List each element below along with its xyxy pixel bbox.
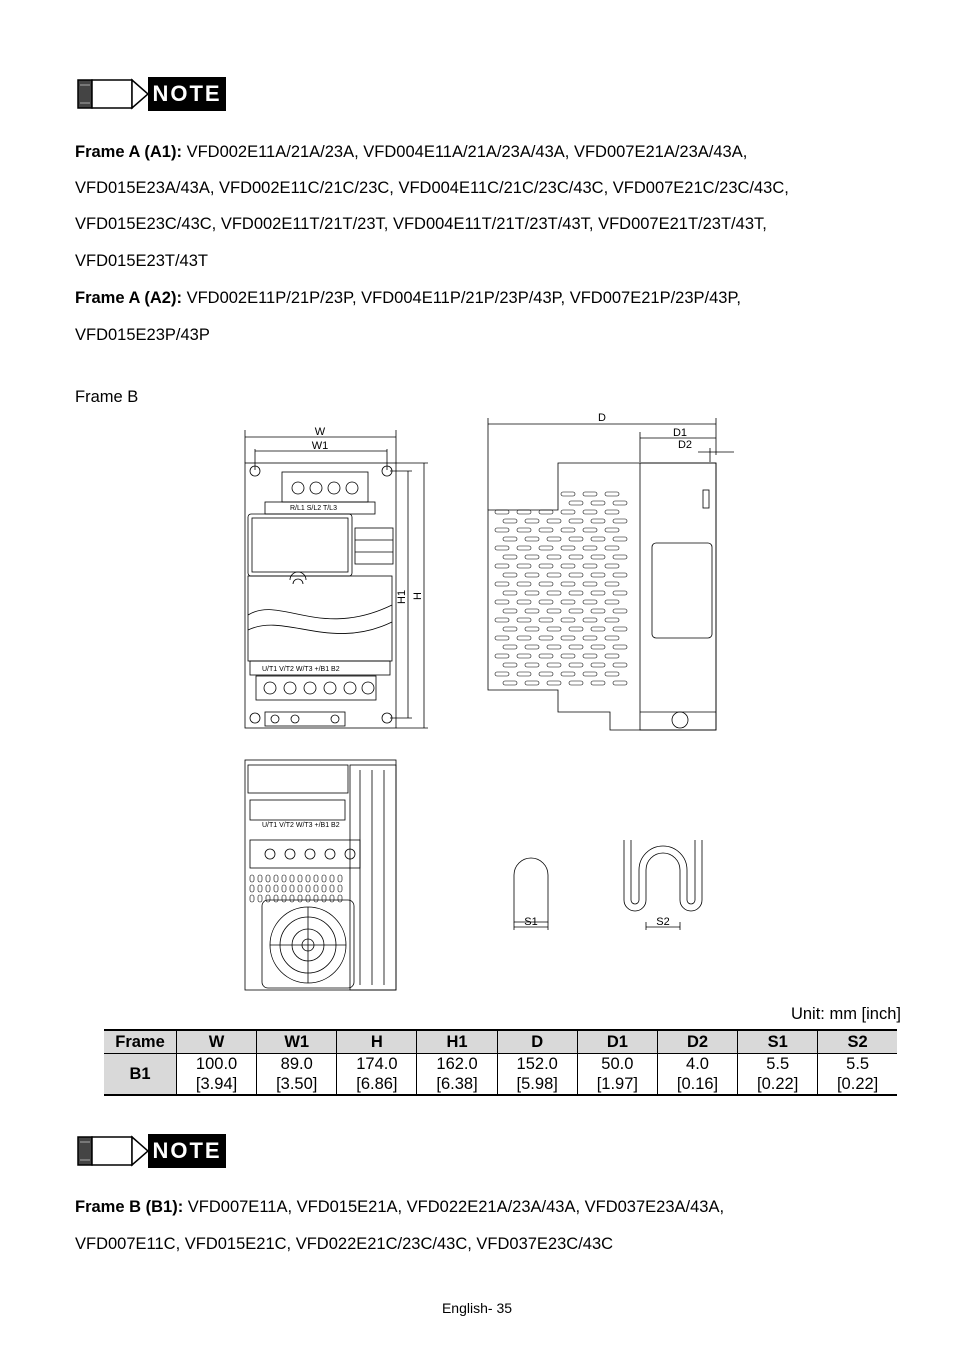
vent-slot [525, 663, 539, 667]
frame-a1-heading: Frame A (A1): [75, 143, 182, 161]
header-d2: D2 [657, 1030, 737, 1054]
frame-a1-models-2: VFD015E23A/43A, VFD002E11C/21C/23C, VFD004E11C/21C/23C/43C, VFD007E21C/23C/43C, [75, 179, 789, 197]
vent-slot [561, 618, 575, 622]
note-badge [76, 1134, 228, 1168]
vent-slot [613, 537, 627, 541]
vent-slot [495, 636, 509, 640]
vent-slot [613, 609, 627, 613]
vent-slot [266, 875, 270, 882]
vent-slot [517, 546, 531, 550]
vent-slot [495, 618, 509, 622]
vent-slot [583, 618, 597, 622]
vent-slot [613, 519, 627, 523]
vent-slot [613, 591, 627, 595]
frame-a1-models-4: VFD015E23T/43T [75, 252, 208, 270]
header-s2: S2 [818, 1030, 897, 1054]
vent-slot [591, 519, 605, 523]
vent-slot [298, 875, 302, 882]
vent-slot [583, 636, 597, 640]
vent-slot [266, 885, 270, 892]
frame-a2-models-2: VFD015E23P/43P [75, 326, 210, 344]
dim-d-label: D [598, 412, 606, 424]
vent-slot [547, 537, 561, 541]
vent-slot [330, 875, 334, 882]
dim-s2-label: S2 [656, 916, 670, 928]
vent-slot [539, 636, 553, 640]
vent-slot [583, 600, 597, 604]
vent-slot [605, 492, 619, 496]
vent-slot [561, 492, 575, 496]
header-w: W [177, 1030, 257, 1054]
vent-slot [613, 663, 627, 667]
vent-slot [322, 885, 326, 892]
vent-slot [282, 875, 286, 882]
vent-slot [591, 663, 605, 667]
vent-slot [525, 609, 539, 613]
vent-slot [503, 519, 517, 523]
top-terminal-label: R/L1 S/L2 T/L3 [290, 505, 337, 512]
vent-slot [322, 895, 326, 902]
header-w1: W1 [257, 1030, 337, 1054]
dim-w1-label: W1 [311, 440, 329, 452]
vent-slot [591, 573, 605, 577]
frame-b1-models-2: VFD007E11C, VFD015E21C, VFD022E21C/23C/43C, VFD037E23C/43C [75, 1235, 614, 1253]
unit-label: Unit: mm [inch] [790, 1005, 901, 1023]
frame-a1-line [75, 142, 747, 162]
vent-slot [495, 510, 509, 514]
frame-a2-line [75, 288, 741, 308]
vent-slot [569, 501, 583, 505]
vent-slot [314, 875, 318, 882]
vent-slot [250, 885, 254, 892]
vent-slot [306, 875, 310, 882]
vent-slot [569, 609, 583, 613]
cell-h: 174.0 [6.86] [337, 1054, 417, 1096]
vent-slot [503, 663, 517, 667]
cell-d1: 50.0 [1.97] [577, 1054, 657, 1096]
vent-slot [591, 627, 605, 631]
vent-slot [503, 555, 517, 559]
vent-slot [547, 555, 561, 559]
vent-slot [306, 895, 310, 902]
vent-slot [605, 672, 619, 676]
vent-slot [547, 663, 561, 667]
vent-slot [266, 895, 270, 902]
vent-slot [569, 681, 583, 685]
vent-slot [495, 582, 509, 586]
vent-slot [330, 895, 334, 902]
vent-slot [258, 885, 262, 892]
header-h1: H1 [417, 1030, 497, 1054]
vent-slot [539, 672, 553, 676]
vent-slot [503, 609, 517, 613]
vent-slot [547, 627, 561, 631]
vent-slot [517, 582, 531, 586]
vent-slot [517, 564, 531, 568]
vent-slot [569, 627, 583, 631]
vent-slot [583, 492, 597, 496]
vent-slot [338, 895, 342, 902]
vent-slot [569, 573, 583, 577]
vent-slot [517, 672, 531, 676]
vent-slot [605, 600, 619, 604]
vent-slot [561, 600, 575, 604]
vent-slot [569, 645, 583, 649]
vent-slot [539, 582, 553, 586]
table-header-row [104, 1030, 897, 1054]
vent-slot [322, 875, 326, 882]
header-d: D [497, 1030, 577, 1054]
header-s1: S1 [738, 1030, 818, 1054]
vent-slot [539, 546, 553, 550]
vent-slot [583, 582, 597, 586]
dim-s1-label: S1 [524, 916, 538, 928]
vent-slot [290, 875, 294, 882]
vent-slot [561, 528, 575, 532]
frame-b1-heading: Frame B (B1): [75, 1198, 184, 1216]
cell-d: 152.0 [5.98] [497, 1054, 577, 1096]
vent-slot [569, 537, 583, 541]
cell-s1: 5.5 [0.22] [738, 1054, 818, 1096]
vent-slot [547, 519, 561, 523]
vent-slot [495, 564, 509, 568]
vent-slot [591, 609, 605, 613]
header-d1: D1 [577, 1030, 657, 1054]
vent-slot [561, 672, 575, 676]
frame-b-label: Frame B [75, 388, 139, 406]
vent-slot [583, 510, 597, 514]
vent-slot [591, 591, 605, 595]
vent-slot [591, 537, 605, 541]
vent-slot [250, 895, 254, 902]
vent-slot [561, 582, 575, 586]
vent-slot [525, 645, 539, 649]
vent-slot [503, 681, 517, 685]
vent-slot [613, 501, 627, 505]
vent-slot [258, 895, 262, 902]
vent-slot [583, 528, 597, 532]
cell-w1: 89.0 [3.50] [257, 1054, 337, 1096]
vent-slot [282, 885, 286, 892]
vent-slot [591, 501, 605, 505]
vent-slot [525, 555, 539, 559]
vent-slot [503, 627, 517, 631]
vent-slot [591, 681, 605, 685]
vent-slot [495, 528, 509, 532]
vent-slot [517, 510, 531, 514]
vent-slot [613, 627, 627, 631]
dimension-table [104, 1029, 897, 1096]
vent-slot [591, 555, 605, 559]
vent-slot [525, 519, 539, 523]
frame-b1-models-1: VFD007E11A, VFD015E21A, VFD022E21A/23A/43A, VFD037E23A/43A, [187, 1198, 725, 1216]
vent-slot [525, 537, 539, 541]
vent-slot [613, 573, 627, 577]
vent-slot [274, 885, 278, 892]
page-footer: English- 35 [441, 1300, 513, 1316]
vent-slot [569, 519, 583, 523]
s1-slot [514, 858, 548, 922]
vent-slot [298, 895, 302, 902]
vent-slot [274, 895, 278, 902]
vent-slot [605, 528, 619, 532]
vent-slot [605, 564, 619, 568]
vent-slot [591, 645, 605, 649]
table-row [104, 1054, 897, 1096]
frame-a2-heading: Frame A (A2): [75, 289, 182, 307]
dim-h1-label: H1 [396, 589, 408, 604]
vent-slot [525, 591, 539, 595]
vent-slot [561, 654, 575, 658]
dim-d2-label: D2 [677, 439, 693, 451]
dim-h-label: H [412, 592, 424, 600]
vent-slot [274, 875, 278, 882]
vent-slot [525, 627, 539, 631]
vent-slot [583, 672, 597, 676]
cell-s2: 5.5 [0.22] [818, 1054, 897, 1096]
vent-slot [525, 681, 539, 685]
dim-d1-label: D1 [672, 427, 688, 439]
bottom-view-terminal-label: U/T1 V/T2 W/T3 +/B1 B2 [262, 822, 340, 829]
front-view-outline [245, 463, 396, 728]
dim-w-label: W [314, 426, 326, 438]
vent-slot [605, 654, 619, 658]
vent-slot [561, 546, 575, 550]
vent-slot [539, 654, 553, 658]
vent-slot [539, 528, 553, 532]
vent-slot [290, 895, 294, 902]
vent-slot [561, 564, 575, 568]
note-label: NOTE [148, 77, 226, 111]
s2-slot [624, 840, 702, 911]
frame-b1-line [75, 1197, 724, 1217]
vent-slot [613, 681, 627, 685]
vent-slot [605, 582, 619, 586]
vent-slot [517, 528, 531, 532]
vent-slot [503, 591, 517, 595]
note-label: NOTE [148, 1134, 226, 1168]
vent-slot [306, 885, 310, 892]
cell-d2: 4.0 [0.16] [657, 1054, 737, 1096]
vent-slot [613, 555, 627, 559]
vent-slot [517, 636, 531, 640]
vent-slot [547, 609, 561, 613]
vent-slot [503, 573, 517, 577]
header-frame: Frame [104, 1030, 177, 1054]
vent-slot [503, 645, 517, 649]
vent-slot [338, 875, 342, 882]
vent-slot [569, 663, 583, 667]
frame-a2-models-1: VFD002E11P/21P/23P, VFD004E11P/21P/23P/43P, VFD007E21P/23P/43P, [186, 289, 741, 307]
vent-slot [583, 546, 597, 550]
vent-slot [605, 510, 619, 514]
vent-slot [539, 618, 553, 622]
vent-slot [517, 618, 531, 622]
cell-h1: 162.0 [6.38] [417, 1054, 497, 1096]
vent-slot [569, 591, 583, 595]
vent-slot [561, 636, 575, 640]
vent-slot [539, 510, 553, 514]
frame-a1-models-1: VFD002E11A/21A/23A, VFD004E11A/21A/23A/43A, VFD007E21A/23A/43A, [186, 143, 748, 161]
vent-slot [495, 600, 509, 604]
vent-slot [495, 546, 509, 550]
vent-slot [539, 600, 553, 604]
vent-slot [547, 645, 561, 649]
vent-slot [314, 885, 318, 892]
vent-slot [613, 645, 627, 649]
vent-slot [250, 875, 254, 882]
vent-slot [517, 600, 531, 604]
vent-slot [517, 654, 531, 658]
vent-slot [547, 681, 561, 685]
frame-b-drawing [0, 400, 954, 1000]
vent-slot [495, 672, 509, 676]
frame-a1-models-3: VFD015E23C/43C, VFD002E11T/21T/23T, VFD004E11T/21T/23T/43T, VFD007E21T/23T/43T, [75, 215, 767, 233]
vent-slot [547, 591, 561, 595]
header-h: H [337, 1030, 417, 1054]
vent-slot [605, 546, 619, 550]
vent-slot [290, 885, 294, 892]
note-pencil-icon [76, 77, 152, 111]
vent-slot [539, 564, 553, 568]
vent-slot [561, 510, 575, 514]
vent-slot [569, 555, 583, 559]
vent-slot [495, 654, 509, 658]
vent-slot [330, 885, 334, 892]
vent-slot [605, 618, 619, 622]
bottom-terminal-label: U/T1 V/T2 W/T3 +/B1 B2 [262, 666, 340, 673]
note-pencil-icon [76, 1134, 152, 1168]
frame-cell: B1 [104, 1054, 177, 1096]
vent-slot [583, 564, 597, 568]
vent-slot [282, 895, 286, 902]
vent-slot [605, 636, 619, 640]
vent-slot [583, 654, 597, 658]
cell-w: 100.0 [3.94] [177, 1054, 257, 1096]
vent-slot [258, 875, 262, 882]
vent-slot [298, 885, 302, 892]
note-badge [76, 77, 228, 111]
vent-slot [525, 573, 539, 577]
vent-slot [314, 895, 318, 902]
vent-slot [503, 537, 517, 541]
vent-slot [338, 885, 342, 892]
vent-slot [547, 573, 561, 577]
side-view-outline [488, 463, 716, 730]
